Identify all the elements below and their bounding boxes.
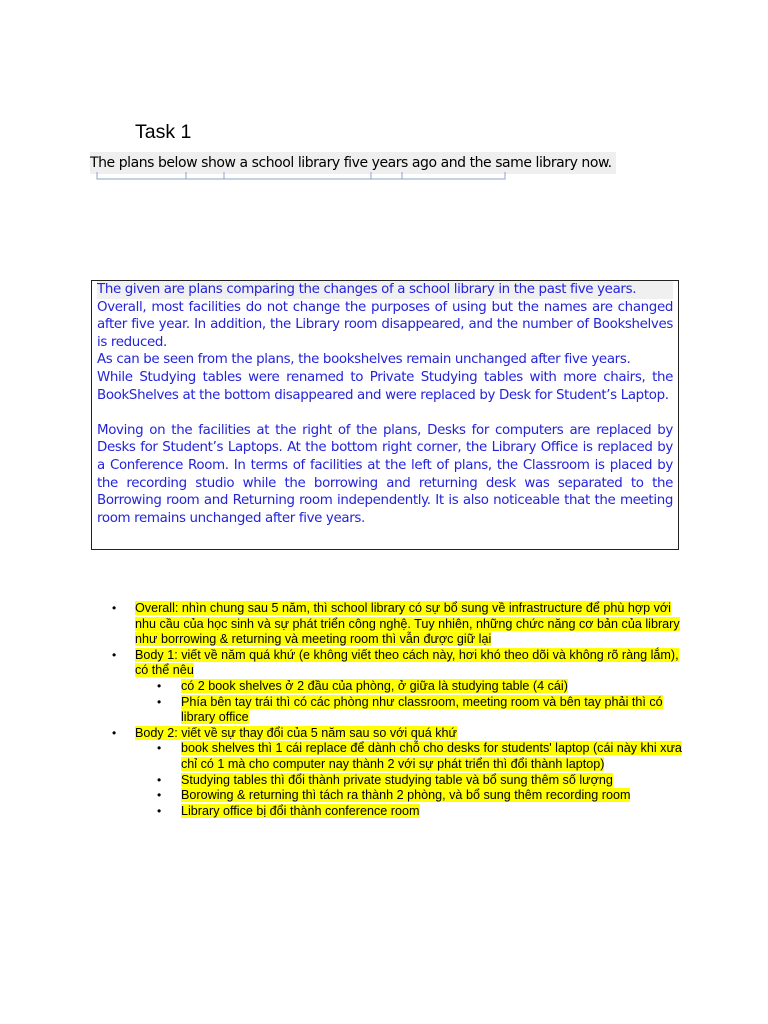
list-item: • Overall: nhìn chung sau 5 năm, thì school library có sự bổ sung về infrastructure để phù hợp với nhu cầu của học sinh và sự phát triển công nghệ. Tuy nhiên, những chức năng cơ bản của library như borrowing & returning và meeting room thì vẫn được giữ lại — [112, 601, 682, 648]
list-item: • Body 1: viết về năm quá khứ (e không viết theo cách này, hơi khó theo dõi và không rõ ràng lắm), có thể nêu — [112, 648, 682, 679]
sub-list-item: • Phía bên tay trái thì có các phòng như classroom, meeting room và bên tay phải thì có library office — [112, 695, 682, 726]
essay-box — [91, 280, 679, 550]
sub-list-item: • Studying tables thì đổi thành private studying table và bổ sung thêm số lượng — [112, 773, 682, 789]
essay-line: While Studying tables were renamed to Private Studying tables with more chairs, the BookShelves at the bottom disappeared and were replaced by Desk for Student’s Laptop. — [97, 369, 673, 403]
essay-paragraph: Moving on the facilities at the right of the plans, Desks for computers are replaced by Desks for Student’s Laptops. At the bottom right corner, the Library Office is replaced by a Conference Room. In terms of facilities at the left of plans, the Classroom is placed by the recording studio while the borrowing and returning desk was separated to the Borrowing room and Returning room independently. It is also noticeable that the meeting room remains unchanged after five years. — [97, 422, 673, 526]
sub-list-item: • Library office bị đổi thành conference room — [112, 804, 682, 820]
comment-markers — [96, 172, 506, 182]
essay-line: Overall, most facilities do not change the purposes of using but the names are changed after five year. In addition, the Library room disappeared, and the number of Bookshelves is reduced. — [97, 299, 673, 350]
teacher-notes — [112, 601, 682, 819]
list-item: • Body 2: viết về sự thay đổi của 5 năm sau so với quá khứ — [112, 726, 682, 742]
essay-line: As can be seen from the plans, the bookshelves remain unchanged after five years. — [97, 352, 631, 368]
prompt-text: The plans below show a school library five years ago and the same library now. — [90, 152, 616, 174]
sub-list-item: • Borowing & returning thì tách ra thành 2 phòng, và bổ sung thêm recording room — [112, 788, 682, 804]
sub-list-item: • book shelves thì 1 cái replace để dành chỗ cho desks for students' laptop (cái này khi xưa chỉ có 1 mà cho computer nay thành 2 với sự phát triển thì đổi thành laptop) — [112, 741, 682, 772]
task-title: Task 1 — [135, 121, 192, 143]
essay-line: The given are plans comparing the changes of a school library in the past five years. — [97, 281, 673, 299]
sub-list-item: • có 2 book shelves ở 2 đầu của phòng, ở giữa là studying table (4 cái) — [112, 679, 682, 695]
